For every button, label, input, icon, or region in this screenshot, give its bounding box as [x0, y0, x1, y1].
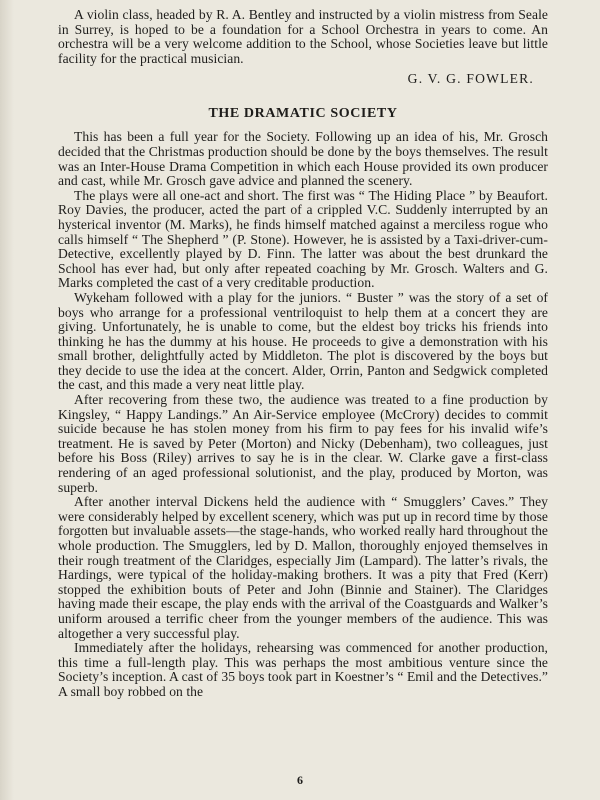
body-paragraph: This has been a full year for the Society. Following up an idea of his, Mr. Grosch decided that the Christmas production should be done by the boys themselves. The result was an Inter-House Drama Competition in which each House provided its own producer and cast, while Mr. Grosch gave advice and planned the scenery.: [58, 129, 548, 189]
body-paragraph: Wykeham followed with a play for the juniors. “ Buster ” was the story of a set of boys who arrange for a professional ventriloquist to help them at a concert they are giving. Unfortunately, he is unable to come, but the eldest boy tricks his friends into thinking he has the dummy at his house. He proceeds to give a demonstration with his small brother, delightfully acted by Middleton. The plot is discovered by the boys but they decide to use the idea at the concert. Alder, Orrin, Panton and Sedgwick completed the cast, and this made a very neat little play.: [58, 289, 548, 393]
body-paragraph: Immediately after the holidays, rehearsing was commenced for another production, this time a full-length play. This was perhaps the most ambitious venture since the Society’s inception. A cast of 35 boys took part in Koestner’s “ Emil and the Detectives.” A small boy robbed on the: [58, 640, 548, 699]
body-paragraph: The plays were all one-act and short. The first was “ The Hiding Place ” by Beaufort. Roy Davies, the producer, acted the part of a crippled V.C. Suddenly interrupted by an hysterical inventor (M. Marks), he finds himself matched against a merciless rogue who calls himself “ The Shepherd ” (P. Stone). However, he is assisted by a Taxi-driver-cum-Detective, excellently played by D. Finn. The latter was about the best drunkard the School has ever had, but only after repeated coaching by Mr. Grosch. Walters and G. Marks completed the cast of a very creditable production.: [58, 187, 548, 291]
page-number: 6: [297, 773, 303, 787]
page-edge-shadow: [0, 0, 14, 800]
author-signature: G. V. G. FOWLER.: [407, 71, 534, 87]
body-paragraph: After another interval Dickens held the audience with “ Smugglers’ Caves.” They were considerably helped by excellent scenery, which was put up in record time by those forgotten but invaluable assets—the stage-hands, who worked really hard throughout the whole production. The Smugglers, led by D. Mallon, thoroughly enjoyed themselves in their rough treatment of the Claridges, especially Jim (Lampard). The latter’s rivals, the Hardings, were typical of the holiday-making brothers. It was a pity that Fred (Kerr) stopped the exhibition bouts of Peter and John (Binnie and Stainer). The Claridges having made their escape, the play ends with the arrival of the Coastguards and Walker’s uniform aroused a terrific cheer from the younger members of the audience. This was altogether a very successful play.: [58, 494, 548, 641]
intro-paragraph: A violin class, headed by R. A. Bentley and instructed by a violin mistress from Seale in Surrey, is hoped to be a foundation for a School Orchestra in years to come. An orchestra will be a very welcome addition to the School, whose Societies leave but little facility for the practical musician.: [58, 7, 548, 66]
page-content: [58, 8, 548, 700]
body-paragraph: After recovering from these two, the audience was treated to a fine production by Kingsley, “ Happy Landings.” An Air-Service employee (McCrory) decides to commit suicide because he has stolen money from his firm to pay fees for his invalid wife’s treatment. He is saved by Peter (Morton) and Nicky (Debenham), two colleagues, just before his Boss (Riley) arrives to say he is in the clear. W. Clarke gave a first-class rendering of an aged professional solutionist, and the play, produced by Morton, was superb.: [58, 392, 548, 495]
section-heading: THE DRAMATIC SOCIETY: [208, 106, 398, 122]
